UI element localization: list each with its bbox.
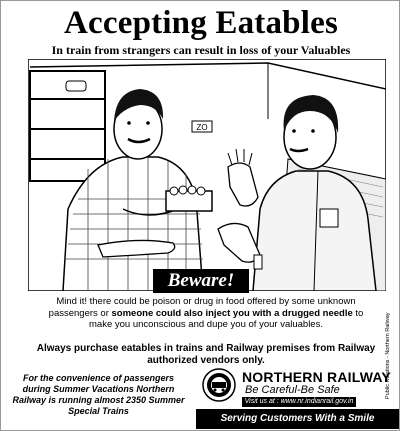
page-title: Accepting Eatables	[64, 5, 338, 41]
special-trains-note: For the convenience of passengers during Summer Vacations Northern Railway is running almost 2350 Summer Special Trains	[12, 373, 185, 416]
footer-slogan: Serving Customers With a Smile	[196, 409, 399, 429]
railway-tagline: Be Careful-Be Safe	[245, 384, 340, 396]
warning-text	[41, 296, 371, 331]
railway-name: NORTHERN RAILWAY	[242, 369, 391, 385]
warning-part3: to make you unconscious and dupe you of your valuables.	[89, 307, 364, 330]
warning-part1: Mind it! there could be poison or drug in food offered by some unknown passengers or	[48, 296, 356, 319]
railway-website: Visit us at : www.nr.indianrail.gov.in	[242, 397, 356, 407]
page-subtitle: In train from strangers can result in loss of your Valuables	[51, 43, 351, 57]
advice-text: Always purchase eatables in trains and Railway premises from Railway authorized vendors only.	[36, 343, 376, 366]
railway-emblem-icon	[202, 368, 236, 402]
beware-banner: Beware!	[153, 269, 249, 293]
warning-part2: someone could also inject you with a drugged needle	[111, 307, 353, 319]
train-illustration	[28, 59, 386, 291]
board-label: ZO	[196, 123, 208, 132]
public-relations-credit: Public Relations - Northern Railway	[385, 312, 391, 399]
